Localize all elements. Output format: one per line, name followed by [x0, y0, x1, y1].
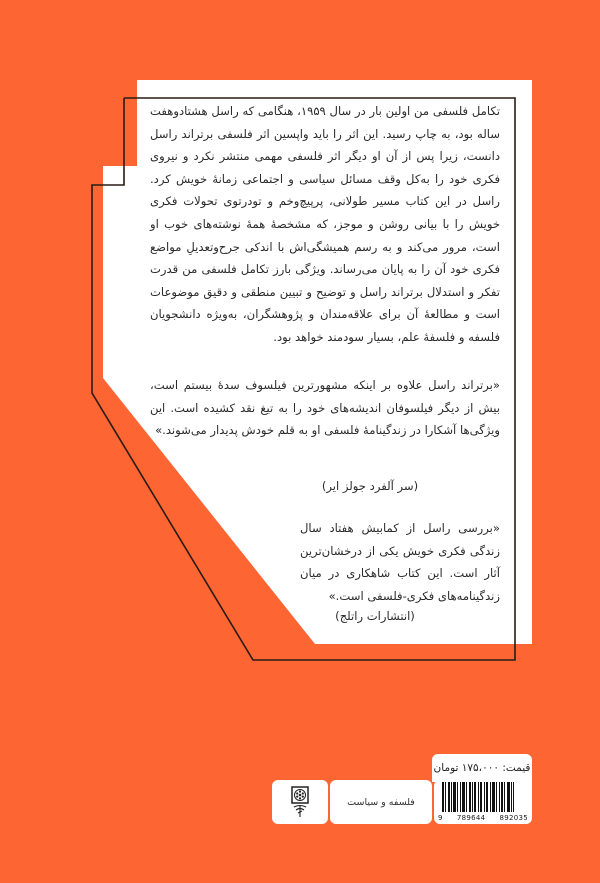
series-label: فلسفه و سیاست [347, 796, 415, 808]
barcode-box [434, 780, 532, 824]
publisher-logo-box [272, 780, 328, 824]
quote-text: «بررسی راسل از کمابیش هفتاد سال زندگی فکری خویش یکی از درخشان‌ترین آثار است. این کتاب شاهکاری در میان زندگینامه‌های فکری-فلسفی است.» [300, 521, 500, 603]
series-box [330, 780, 432, 824]
quote-ayer [150, 374, 500, 442]
barcode-digit-prefix: 9 [438, 814, 443, 822]
publisher-logo-icon [290, 786, 310, 818]
price-label: قیمت: ۱۷۵،۰۰۰ تومان [432, 754, 532, 782]
barcode-number [438, 814, 528, 822]
info-strip [272, 780, 532, 824]
barcode-icon [442, 782, 524, 812]
quote-routledge [300, 517, 500, 607]
quote-text: «برتراند راسل علاوه بر اینکه مشهورترین فیلسوف سدهٔ بیستم است، بیش از دیگر فیلسوفان اندیشه‌های خود را به تیغ نقد کشیده است. این ویژگی‌ها آشکارا در زندگینامهٔ فلسفی او به قلم خودش پدیدار می‌شوند.» [150, 378, 500, 438]
barcode-digits-right: 892035 [499, 814, 528, 822]
barcode-digits-left: 789644 [456, 814, 486, 822]
quote-attribution: (سر آلفرد جولز ایر) [321, 479, 419, 493]
description-block [150, 100, 500, 349]
description-paragraph: تکامل فلسفی من اولین بار در سال ۱۹۵۹، هنگامی که راسل هشتادوهفت ساله بود، به چاپ رسید. این اثر را باید واپسین اثر فلسفی برتراند راسل دانست، زیرا پس از آن او دیگر اثر فلسفی مهمی منتشر نکرد و نیروی فکری خود را به‌کل وقف مسائل سیاسی و اجتماعی زمانهٔ خویش کرد. راسل در این کتاب مسیر طولانی، پرپیچ‌وخم و تودرتوی تحولات فکری خویش را با بیانی روشن و موجز، که مشخصهٔ همهٔ نوشته‌های خوب او است، مرور می‌کند و به رسم همیشگی‌اش با اندکی جرح‌وتعدیلِ مواضع فکری خود آن را به پایان می‌رساند. ویژگی بارز تکامل فلسفی من قدرت تفکر و استدلال برتراند راسل و توضیح و تبیین منطقی و دقیق موضوعات است و مطالعهٔ آن برای علاقه‌مندان و پژوهشگران، به‌ویژه دانشجویان فلسفه و فلسفهٔ علم، بسیار سودمند خواهد بود. [150, 104, 500, 344]
quote-attribution: (انتشارات راتلج) [335, 609, 415, 623]
